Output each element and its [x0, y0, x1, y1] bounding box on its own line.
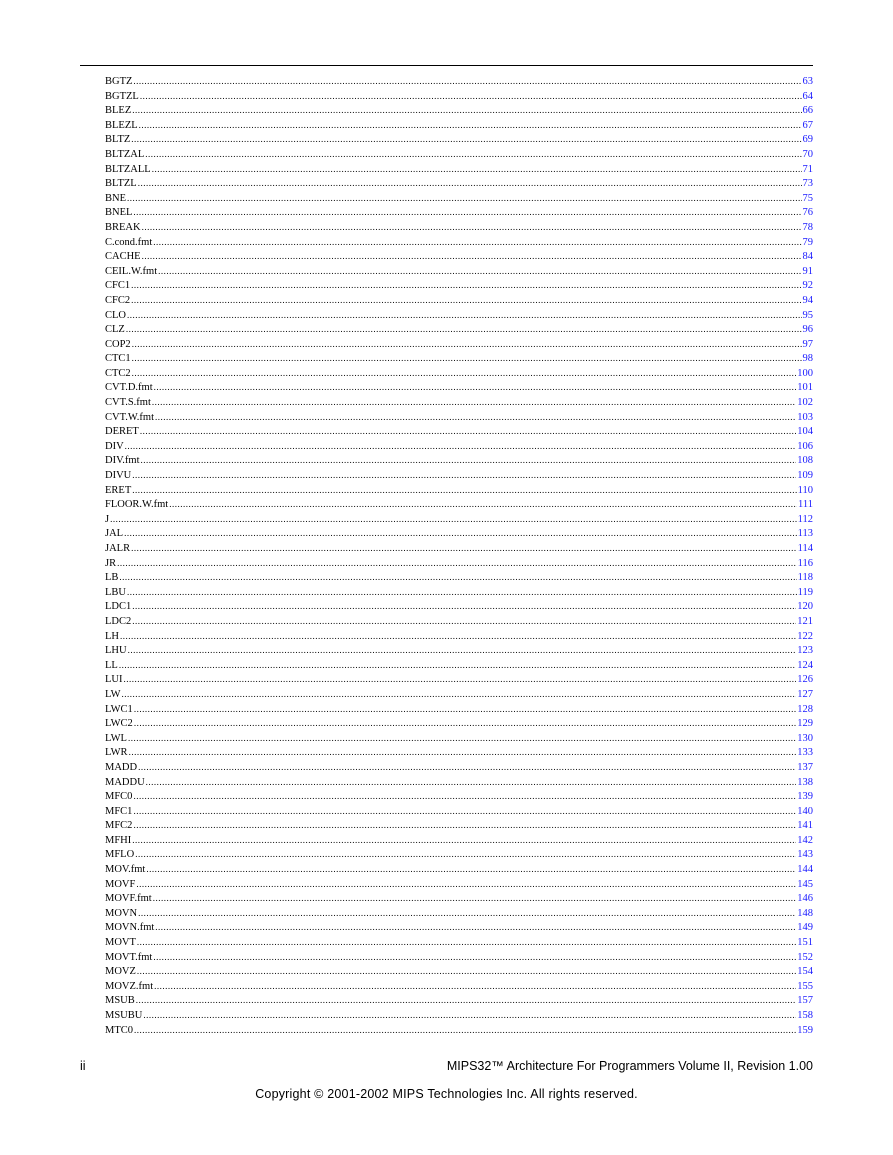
toc-entry[interactable]	[105, 264, 813, 279]
toc-entry-page-link[interactable]: 114	[797, 543, 813, 554]
toc-entry-name[interactable]: BLEZ	[105, 105, 132, 117]
toc-entry-name[interactable]: MOVT.fmt	[105, 951, 153, 963]
toc-dot-leader	[153, 891, 797, 906]
toc-entry-name[interactable]: LDC1	[105, 601, 132, 613]
toc-entry-name[interactable]: CACHE	[105, 251, 141, 263]
toc-entry[interactable]	[105, 526, 813, 541]
toc-entry-page-link[interactable]: 118	[797, 572, 813, 584]
toc-entry-name[interactable]: CTC2	[105, 367, 131, 379]
toc-entry-page-link[interactable]: 145	[797, 878, 813, 890]
toc-entry[interactable]	[105, 672, 813, 687]
toc-entry-name[interactable]: MFC1	[105, 805, 133, 817]
toc-entry-name[interactable]: BREAK	[105, 221, 141, 233]
toc-dot-leader	[127, 191, 802, 206]
toc-dot-leader	[132, 351, 802, 366]
toc-dot-leader	[154, 979, 796, 994]
toc-entry-name[interactable]: J	[105, 513, 110, 525]
toc-entry-page-link[interactable]: 69	[802, 134, 813, 146]
toc-entry-name[interactable]: LWC1	[105, 703, 133, 715]
copyright-notice: Copyright © 2001-2002 MIPS Technologies Inc. All rights reserved.	[255, 1087, 638, 1101]
toc-entry[interactable]	[105, 497, 813, 512]
toc-entry[interactable]	[105, 643, 813, 658]
toc-dot-leader	[153, 235, 801, 250]
toc-entry-name[interactable]: CFC2	[105, 294, 131, 306]
toc-dot-leader	[135, 847, 796, 862]
toc-entry-name[interactable]: DIV	[105, 440, 124, 452]
toc-dot-leader	[124, 526, 797, 541]
header-rule	[80, 65, 813, 66]
toc-entry-name[interactable]: CVT.D.fmt	[105, 382, 153, 394]
toc-dot-leader	[138, 906, 796, 921]
toc-entry-name[interactable]: LB	[105, 572, 119, 584]
toc-dot-leader	[146, 775, 797, 790]
toc-entry-name[interactable]: BNE	[105, 192, 126, 204]
toc-entry-page-link[interactable]: 104	[797, 426, 813, 438]
toc-entry-page-link[interactable]: 109	[797, 470, 813, 482]
toc-entry-page-link[interactable]: 101	[797, 382, 813, 394]
toc-dot-leader	[140, 89, 802, 104]
toc-entry[interactable]	[105, 833, 813, 848]
toc-entry-name[interactable]: LWC2	[105, 718, 133, 730]
toc-dot-leader	[132, 103, 801, 118]
toc-entry-name[interactable]: MOVN	[105, 907, 138, 919]
toc-entry[interactable]	[105, 629, 813, 644]
footer-page-number: ii	[80, 1059, 86, 1073]
toc-entry-page-link[interactable]: 102	[797, 397, 813, 409]
toc-entry-name[interactable]: JR	[105, 557, 117, 569]
toc-entry-name[interactable]: FLOOR.W.fmt	[105, 499, 169, 511]
toc-entry[interactable]	[105, 89, 813, 104]
toc-dot-leader	[155, 410, 796, 425]
toc-entry-name[interactable]: CEIL.W.fmt	[105, 265, 158, 277]
toc-entry-name[interactable]: LHU	[105, 645, 127, 657]
toc-entry[interactable]	[105, 556, 813, 571]
toc-entry[interactable]	[105, 541, 813, 556]
toc-entry[interactable]	[105, 789, 813, 804]
toc-entry[interactable]	[105, 818, 813, 833]
toc-entry-page-link[interactable]: 116	[797, 557, 813, 569]
toc-entry-name[interactable]: MOVT	[105, 937, 136, 949]
toc-entry-page-link[interactable]: 76	[802, 207, 813, 219]
toc-dot-leader	[169, 497, 797, 512]
toc-entry-page-link[interactable]: 113	[797, 528, 813, 540]
toc-dot-leader	[132, 599, 796, 614]
toc-entry-page-link[interactable]: 112	[797, 513, 813, 525]
toc-entry-name[interactable]: CVT.S.fmt	[105, 397, 151, 409]
toc-entry-page-link[interactable]: 149	[797, 922, 813, 934]
toc-dot-leader	[143, 1008, 796, 1023]
toc-entry-page-link[interactable]: 137	[797, 761, 813, 773]
toc-entry-name[interactable]: MOVF.fmt	[105, 893, 152, 905]
toc-dot-leader	[122, 687, 797, 702]
toc-entry-name[interactable]: CTC1	[105, 353, 131, 365]
toc-entry-name[interactable]: MSUB	[105, 995, 135, 1007]
toc-entry-name[interactable]: LDC2	[105, 615, 132, 627]
toc-entry-page-link[interactable]: 123	[797, 645, 813, 657]
toc-entry[interactable]	[105, 322, 813, 337]
toc-entry-page-link[interactable]: 142	[797, 834, 813, 846]
toc-dot-leader	[133, 818, 796, 833]
toc-dot-leader	[110, 512, 797, 527]
toc-dot-leader	[132, 337, 802, 352]
toc-entry[interactable]	[105, 658, 813, 673]
toc-entry[interactable]	[105, 132, 813, 147]
toc-entry-page-link[interactable]: 84	[802, 251, 813, 263]
toc-entry-page-link[interactable]: 96	[802, 324, 813, 336]
toc-entry-page-link[interactable]: 63	[802, 76, 813, 87]
toc-entry-page-link[interactable]: 71	[802, 163, 813, 175]
toc-entry-page-link[interactable]: 110	[797, 484, 813, 496]
toc-entry-name[interactable]: MOVF	[105, 878, 136, 890]
toc-entry[interactable]	[105, 351, 813, 366]
toc-dot-leader	[126, 322, 802, 337]
toc-entry-name[interactable]: MOVZ	[105, 966, 136, 978]
toc-entry[interactable]	[105, 380, 813, 395]
toc-entry[interactable]	[105, 366, 813, 381]
toc-entry[interactable]	[105, 920, 813, 935]
toc-entry-page-link[interactable]: 146	[797, 893, 813, 905]
toc-entry-name[interactable]: BLTZ	[105, 134, 131, 146]
toc-entry-page-link[interactable]: 92	[802, 280, 813, 292]
toc-entry-page-link[interactable]: 140	[797, 805, 813, 817]
toc-entry-page-link[interactable]: 78	[802, 221, 813, 233]
toc-dot-leader	[132, 366, 797, 381]
toc-dot-leader	[153, 950, 796, 965]
toc-entry[interactable]	[105, 745, 813, 760]
toc-dot-leader	[137, 935, 796, 950]
toc-entry-page-link[interactable]: 126	[797, 674, 813, 686]
toc-dot-leader	[127, 308, 802, 323]
toc-dot-leader	[145, 147, 801, 162]
toc-entry[interactable]	[105, 162, 813, 177]
toc-entry[interactable]	[105, 775, 813, 790]
toc-entry-name[interactable]: DERET	[105, 426, 139, 438]
toc-entry-name[interactable]: BLTZL	[105, 178, 137, 190]
toc-dot-leader	[132, 614, 796, 629]
toc-entry[interactable]	[105, 804, 813, 819]
toc-entry[interactable]	[105, 964, 813, 979]
toc-dot-leader	[125, 439, 797, 454]
toc-entry[interactable]	[105, 468, 813, 483]
toc-entry-name[interactable]: BLEZL	[105, 119, 138, 131]
toc-entry[interactable]	[105, 1023, 813, 1038]
toc-dot-leader	[133, 789, 796, 804]
toc-entry[interactable]	[105, 599, 813, 614]
toc-entry-name[interactable]: COP2	[105, 338, 131, 350]
toc-entry-name[interactable]: CLO	[105, 309, 126, 321]
toc-entry-name[interactable]: LWR	[105, 747, 128, 759]
toc-entry-name[interactable]: MTC0	[105, 1024, 134, 1036]
toc-entry-page-link[interactable]: 94	[802, 294, 813, 306]
toc-entry[interactable]	[105, 570, 813, 585]
toc-entry[interactable]	[105, 862, 813, 877]
toc-dot-leader	[140, 424, 796, 439]
toc-entry-page-link[interactable]: 120	[797, 601, 813, 613]
toc-dot-leader	[124, 672, 797, 687]
toc-entry[interactable]	[105, 205, 813, 220]
toc-entry-page-link[interactable]: 159	[797, 1024, 813, 1036]
footer-document-title: MIPS32™ Architecture For Programmers Volume II, Revision 1.00	[446, 1059, 813, 1073]
toc-entry-page-link[interactable]: 154	[797, 966, 813, 978]
toc-dot-leader	[142, 249, 802, 264]
toc-entry-page-link[interactable]: 138	[797, 776, 813, 788]
toc-entry[interactable]	[105, 249, 813, 264]
toc-entry-page-link[interactable]: 111	[798, 499, 813, 511]
toc-entry-name[interactable]: DIV.fmt	[105, 455, 140, 467]
toc-entry[interactable]	[105, 118, 813, 133]
toc-entry-page-link[interactable]: 64	[802, 90, 813, 102]
toc-entry-name[interactable]: BNEL	[105, 207, 133, 219]
toc-entry-page-link[interactable]: 67	[802, 119, 813, 131]
toc-dot-leader	[128, 731, 796, 746]
toc-entry[interactable]	[105, 935, 813, 950]
toc-entry[interactable]	[105, 337, 813, 352]
toc-dot-leader	[158, 264, 801, 279]
toc-entry-name[interactable]: JAL	[105, 528, 124, 540]
toc-entry-name[interactable]: BGTZ	[105, 76, 133, 87]
toc-dot-leader	[132, 468, 796, 483]
toc-entry-page-link[interactable]: 97	[802, 338, 813, 350]
toc-entry[interactable]	[105, 906, 813, 921]
toc-entry[interactable]	[105, 950, 813, 965]
toc-entry[interactable]	[105, 512, 813, 527]
toc-entry-page-link[interactable]: 66	[802, 105, 813, 117]
toc-entry[interactable]	[105, 74, 813, 89]
toc-entry-page-link[interactable]: 73	[802, 178, 813, 190]
toc-entry[interactable]	[105, 235, 813, 250]
toc-entry-name[interactable]: C.cond.fmt	[105, 236, 153, 248]
toc-dot-leader	[138, 176, 802, 191]
toc-dot-leader	[133, 205, 801, 220]
toc-entry-page-link[interactable]: 127	[797, 688, 813, 700]
toc-entry[interactable]	[105, 147, 813, 162]
toc-entry-page-link[interactable]: 95	[802, 309, 813, 321]
toc-entry-page-link[interactable]: 75	[802, 192, 813, 204]
toc-dot-leader	[120, 629, 796, 644]
toc-entry[interactable]	[105, 293, 813, 308]
toc-dot-leader	[142, 220, 802, 235]
toc-entry-page-link[interactable]: 143	[797, 849, 813, 861]
toc-entry-page-link[interactable]: 152	[797, 951, 813, 963]
toc-dot-leader	[155, 920, 796, 935]
toc-entry[interactable]	[105, 176, 813, 191]
toc-entry[interactable]	[105, 308, 813, 323]
toc-entry-name[interactable]: BGTZL	[105, 90, 139, 102]
toc-entry[interactable]	[105, 614, 813, 629]
toc-entry-name[interactable]: LUI	[105, 674, 123, 686]
toc-entry-page-link[interactable]: 158	[797, 1010, 813, 1021]
toc-entry-page-link[interactable]: 100	[797, 367, 813, 379]
page-footer	[80, 1059, 813, 1075]
toc-entry-name[interactable]: MOVN.fmt	[105, 922, 155, 934]
table-of-contents	[105, 74, 813, 1037]
toc-entry[interactable]	[105, 1008, 813, 1023]
toc-entry-name[interactable]: DIVU	[105, 470, 132, 482]
toc-entry-page-link[interactable]: 130	[797, 732, 813, 744]
toc-dot-leader	[119, 570, 796, 585]
toc-entry-name[interactable]: ERET	[105, 484, 132, 496]
toc-entry-page-link[interactable]: 79	[802, 236, 813, 248]
toc-entry-page-link[interactable]: 151	[797, 937, 813, 949]
toc-entry-page-link[interactable]: 144	[797, 864, 813, 876]
toc-entry-page-link[interactable]: 98	[802, 353, 813, 365]
toc-entry-page-link[interactable]: 129	[797, 718, 813, 730]
toc-entry[interactable]	[105, 410, 813, 425]
toc-dot-leader	[141, 453, 797, 468]
toc-dot-leader	[154, 380, 797, 395]
toc-entry[interactable]	[105, 278, 813, 293]
toc-entry-name[interactable]: BLTZALL	[105, 163, 151, 175]
toc-dot-leader	[139, 118, 802, 133]
toc-entry-page-link[interactable]: 155	[797, 980, 813, 992]
toc-dot-leader	[132, 483, 796, 498]
toc-dot-leader	[128, 643, 797, 658]
toc-entry-name[interactable]: LW	[105, 688, 121, 700]
toc-dot-leader	[132, 833, 796, 848]
toc-entry-name[interactable]: JALR	[105, 543, 131, 554]
toc-entry-name[interactable]: MFC2	[105, 820, 133, 832]
toc-entry[interactable]	[105, 220, 813, 235]
toc-dot-leader	[146, 862, 796, 877]
toc-dot-leader	[127, 585, 797, 600]
toc-entry[interactable]	[105, 716, 813, 731]
toc-dot-leader	[138, 760, 796, 775]
toc-dot-leader	[152, 395, 796, 410]
toc-entry-page-link[interactable]: 128	[797, 703, 813, 715]
toc-entry-page-link[interactable]: 70	[802, 148, 813, 160]
toc-entry-page-link[interactable]: 108	[797, 455, 813, 467]
toc-dot-leader	[129, 745, 797, 760]
toc-entry-name[interactable]: MFHI	[105, 834, 132, 846]
toc-dot-leader	[131, 278, 801, 293]
toc-entry[interactable]	[105, 424, 813, 439]
toc-entry-name[interactable]: MFLO	[105, 849, 135, 861]
toc-entry-page-link[interactable]: 148	[797, 907, 813, 919]
toc-entry[interactable]	[105, 103, 813, 118]
toc-entry-page-link[interactable]: 124	[797, 659, 813, 671]
toc-entry-name[interactable]: MFC0	[105, 791, 133, 803]
toc-entry-name[interactable]: MADDU	[105, 776, 145, 788]
toc-entry-page-link[interactable]: 141	[797, 820, 813, 832]
toc-dot-leader	[134, 702, 796, 717]
toc-entry-page-link[interactable]: 157	[797, 995, 813, 1007]
toc-entry[interactable]	[105, 585, 813, 600]
toc-entry[interactable]	[105, 483, 813, 498]
toc-entry-name[interactable]: CFC1	[105, 280, 131, 292]
toc-entry[interactable]	[105, 687, 813, 702]
toc-entry[interactable]	[105, 891, 813, 906]
toc-entry-name[interactable]: LH	[105, 630, 119, 642]
toc-entry-page-link[interactable]: 133	[797, 747, 813, 759]
toc-entry-name[interactable]: BLTZAL	[105, 148, 145, 160]
toc-dot-leader	[131, 293, 801, 308]
toc-entry[interactable]	[105, 877, 813, 892]
toc-dot-leader	[117, 556, 797, 571]
toc-entry[interactable]	[105, 439, 813, 454]
toc-entry-name[interactable]: LWL	[105, 732, 127, 744]
toc-entry-name[interactable]: MOVZ.fmt	[105, 980, 154, 992]
toc-dot-leader	[134, 716, 796, 731]
toc-entry-page-link[interactable]: 121	[797, 615, 813, 627]
toc-entry[interactable]	[105, 760, 813, 775]
toc-entry[interactable]	[105, 993, 813, 1008]
toc-entry[interactable]	[105, 702, 813, 717]
toc-entry-name[interactable]: MOV.fmt	[105, 864, 146, 876]
toc-dot-leader	[137, 964, 796, 979]
toc-entry-page-link[interactable]: 119	[797, 586, 813, 598]
toc-entry[interactable]	[105, 847, 813, 862]
toc-entry-page-link[interactable]: 139	[797, 791, 813, 803]
toc-dot-leader	[152, 162, 802, 177]
toc-entry[interactable]	[105, 731, 813, 746]
toc-entry-page-link[interactable]: 103	[797, 411, 813, 423]
toc-entry-name[interactable]: LL	[105, 659, 118, 671]
toc-entry-page-link[interactable]: 91	[802, 265, 813, 277]
toc-entry[interactable]	[105, 453, 813, 468]
toc-dot-leader	[136, 993, 796, 1008]
toc-entry-name[interactable]: MADD	[105, 761, 138, 773]
toc-entry-name[interactable]: CVT.W.fmt	[105, 411, 154, 423]
toc-dot-leader	[133, 804, 796, 819]
toc-entry-page-link[interactable]: 106	[797, 440, 813, 452]
toc-entry[interactable]	[105, 395, 813, 410]
toc-entry[interactable]	[105, 979, 813, 994]
toc-entry[interactable]	[105, 191, 813, 206]
toc-dot-leader	[119, 658, 796, 673]
toc-dot-leader	[131, 132, 801, 147]
toc-entry-name[interactable]: LBU	[105, 586, 126, 598]
toc-entry-page-link[interactable]: 122	[797, 630, 813, 642]
toc-dot-leader	[136, 877, 796, 892]
toc-dot-leader	[133, 74, 801, 89]
toc-entry-name[interactable]: MSUBU	[105, 1010, 143, 1021]
toc-dot-leader	[134, 1023, 796, 1038]
toc-entry-name[interactable]: CLZ	[105, 324, 125, 336]
toc-dot-leader	[131, 541, 797, 556]
